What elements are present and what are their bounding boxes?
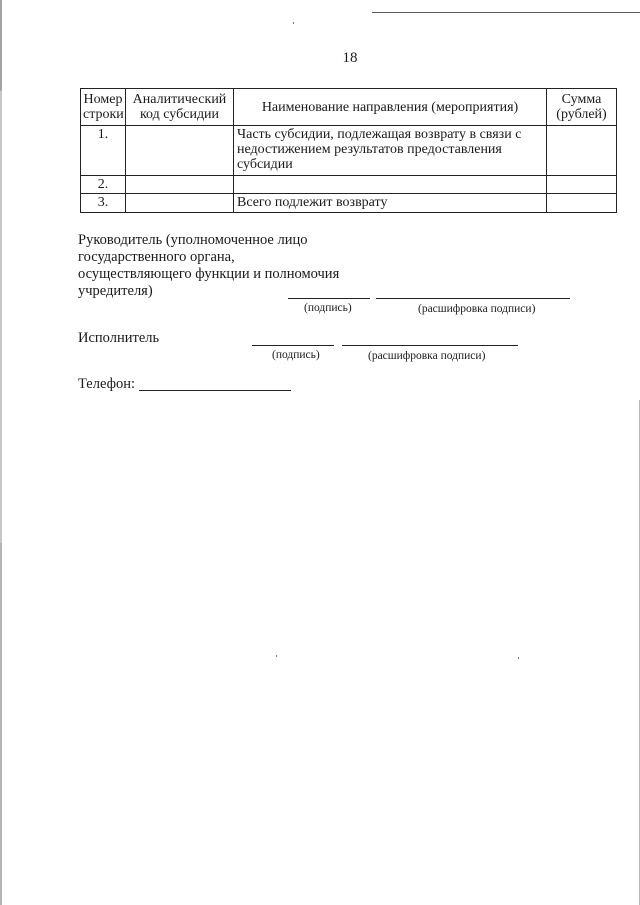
head-signature-caption: (подпись) (304, 302, 352, 314)
row-number-cell: 3. (81, 194, 126, 213)
analytic-code-cell (126, 126, 234, 176)
scan-edge-left (0, 0, 2, 905)
scan-speck (293, 22, 294, 24)
head-signatory-label: Руководитель (уполномоченное лицо государственного органа, осуществляющего функции и полномочия учредителя) (78, 232, 340, 299)
head-decoding-caption: (расшифровка подписи) (418, 303, 536, 315)
table-row (81, 176, 617, 194)
page-number: 18 (342, 50, 358, 66)
direction-name-cell (234, 176, 547, 194)
head-signature-line (288, 298, 370, 299)
row-number-cell: 2. (81, 176, 126, 194)
analytic-code-cell (126, 176, 234, 194)
phone-line (139, 390, 291, 391)
executor-signature-caption: (подпись) (272, 349, 320, 361)
scan-speck (276, 655, 277, 657)
executor-decoding-line (342, 345, 518, 346)
header-amount: Сумма (рублей) (547, 89, 617, 126)
table-row (81, 126, 617, 176)
header-direction-name: Наименование направления (мероприятия) (234, 89, 547, 126)
executor-label: Исполнитель (78, 330, 160, 346)
table-row (81, 194, 617, 213)
header-analytic-code: Аналитический код субсидии (126, 89, 234, 126)
amount-cell (547, 194, 617, 213)
table-header-row (81, 89, 617, 126)
analytic-code-cell (126, 194, 234, 213)
amount-cell (547, 176, 617, 194)
direction-name-cell: Часть субсидии, подлежащая возврату в связи с недостижением результатов предоставления субсидии (234, 126, 547, 176)
executor-decoding-caption: (расшифровка подписи) (368, 350, 486, 362)
refund-table (80, 88, 617, 213)
amount-cell (547, 126, 617, 176)
phone-label: Телефон: (78, 376, 136, 392)
head-decoding-line (376, 298, 570, 299)
scan-speck (518, 657, 519, 659)
header-row-number: Номер строки (81, 89, 126, 126)
direction-name-cell: Всего подлежит возврату (234, 194, 547, 213)
row-number-cell: 1. (81, 126, 126, 176)
scan-edge-top (372, 12, 640, 13)
executor-signature-line (252, 345, 334, 346)
